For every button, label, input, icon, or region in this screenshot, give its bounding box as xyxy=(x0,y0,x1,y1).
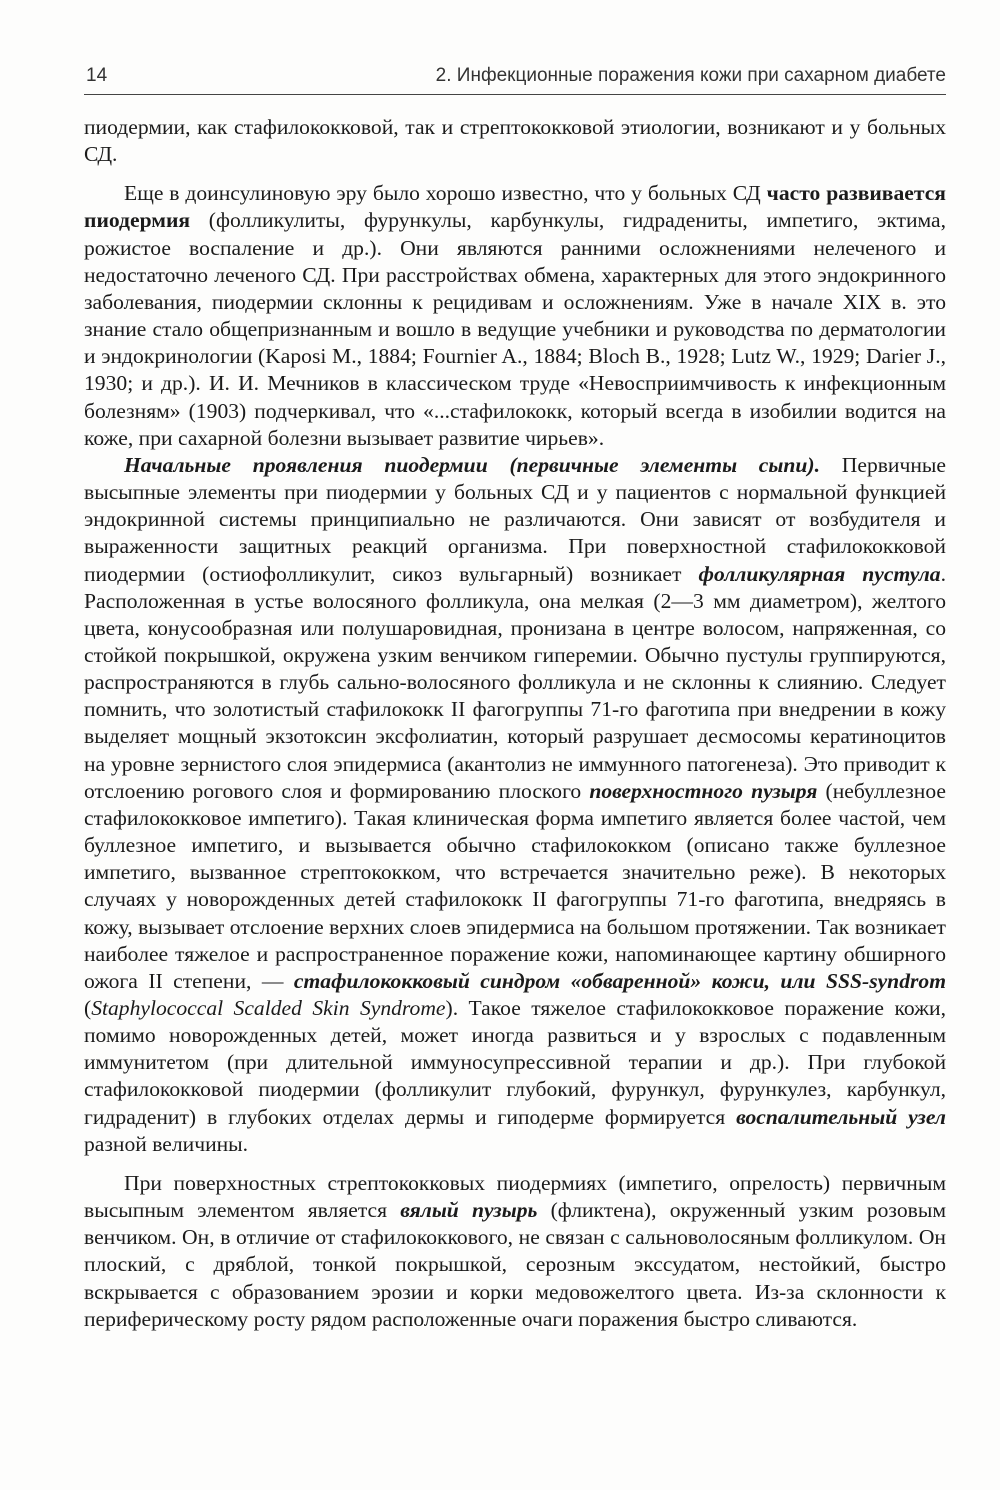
term-flaccid-blister: вялый пузырь xyxy=(400,1198,538,1223)
paragraph-3-text-3: (небуллезное стафилококковое импетиго). Такая клиническая форма импетиго является более частой, чем буллезное импетиго, и вызывается обычно стафилококком (описано также буллезное импетиго, вызванное стрептококком, что встречается значительно реже). В некоторых случаях у новорожденных детей стафилококк II фагогруппы 71-го фаготипа, внедряясь в кожу, вызывает отслоение верхних слоев эпидермиса на большом протяжении. Так возникает наиболее тяжелое и распространенное поражение кожи, напоминающее картину обширного ожога II степени, — xyxy=(84,778,946,993)
page-header xyxy=(84,60,946,95)
paragraph-3-text-6: разной величины. xyxy=(84,1131,249,1156)
text-body xyxy=(84,114,946,1333)
term-superficial-blister: поверхностного пузыря xyxy=(589,778,818,803)
paragraph-1-text: пиодермии, как стафилококковой, так и стрептококковой этиологии, возникают и у больных СД. xyxy=(84,115,946,167)
paragraph-3-text-4: ( xyxy=(84,996,92,1020)
section-heading-initial-manifestations: Начальные проявления пиодермии (первичные элементы сыпи). xyxy=(124,452,820,477)
paragraph-4 xyxy=(84,1170,946,1333)
paragraph-4-text-1: При поверхностных стрептококковых пиодермиях (импетиго, опрелость) первичным высыпным элементом является xyxy=(84,1170,946,1223)
paragraph-2-text-1: Еще в доинсулиновую эру было хорошо известно, что у больных СД xyxy=(124,181,767,206)
running-title: 2. Инфекционные поражения кожи при сахарном диабете xyxy=(435,65,946,86)
paragraph-2-text-2: (фолликулиты, фурункулы, карбункулы, гидрадениты, импетиго, эктима, рожистое воспаление и др.). Они являются ранними осложнениями нелеченого и недостаточно леченого СД. При расстройствах обмена, характерных для этого эндокринного заболевания, пиодермии склонны к рецидивам и осложнениям. Уже в начале XIX в. это знание стало общепризнанным и вошло в ведущие учебники и руководства по дерматологии и эндокринологии (Kaposi M., 1884; Fournier A., 1884; Bloch B., 1928; Lutz W., 1929; Darier J., 1930; и др.). И. И. Мечников в классическом труде «Невосприимчивость к инфекционным болезням» (1903) подчеркивал, что «...стафилококк, который всегда в изобилии водится на коже, при сахарной болезни вызывает развитие чирьев». xyxy=(84,208,946,450)
paragraph-3 xyxy=(84,452,946,1158)
term-scalded-skin-latin: Staphylococcal Scalded Skin Syndrome xyxy=(91,996,446,1020)
page-number: 14 xyxy=(86,65,108,86)
paragraph-4-text-2: (фликтена), окруженный узким розовым венчиком. Он, в отличие от стафилококкового, не связан с сальноволосяным фолликулом. Он плоский, с дряблой, тонкой покрышкой, серозным экссудатом, нестойкий, быстро вскрывается с образованием эрозии и корки медовожелтого цвета. Из-за склонности к периферическому росту рядом расположенные очаги поражения быстро сливаются. xyxy=(84,1198,946,1331)
term-pyoderma-develops: часто развивается пиодермия xyxy=(84,181,946,233)
paragraph-1 xyxy=(84,114,946,168)
paragraph-3-text-2: . Расположенная в устье волосяного фолликула, она мелкая (2—3 мм диаметром), желтого цвета, конусообразная или полушаровидная, пронизана в центре волосом, напряженная, со стойкой покрышкой, окружена узким венчиком гиперемии. Обычно пустулы группируются, распространяются в глубь сально-волосяного фолликула и не склонны к слиянию. Следует помнить, что золотистый стафилококк II фагогруппы 71-го фаготипа при внедрении в кожу выделяет мощный экзотоксин эксфолиатин, который разрушает десмосомы кератиноцитов на уровне зернистого слоя эпидермиса (акантолиз не иммунного патогенеза). Это приводит к отслоению рогового слоя и формированию плоского xyxy=(84,561,946,803)
term-sss-syndrom: стафилококковый синдром «обваренной» кожи, или SSS-syndrom xyxy=(293,968,946,993)
term-follicular-pustule: фолликулярная пустула xyxy=(698,561,941,586)
paragraph-2 xyxy=(84,180,946,452)
term-inflammatory-node: воспалительный узел xyxy=(736,1104,946,1129)
paragraph-3-text-5: ). Такое тяжелое стафилококковое поражение кожи, помимо новорожденных детей, может иногда развиться и у взрослых с подавленным иммунитетом (при длительной иммуносупрессивной терапии и др.). При глубокой стафилококковой пиодермии (фолликулит глубокий, фурункул, фурункулез, карбункул, гидраденит) в глубоких отделах дермы и гиподерме формируется xyxy=(84,996,946,1129)
paragraph-3-text-1: Первичные высыпные элементы при пиодермии у больных СД и у пациентов с нормальной функцией эндокринной системы принципиально не различаются. Они зависят от возбудителя и выраженности защитных реакций организма. При поверхностной стафилококковой пиодермии (остиофолликулит, сикоз вульгарный) возникает xyxy=(84,452,946,586)
